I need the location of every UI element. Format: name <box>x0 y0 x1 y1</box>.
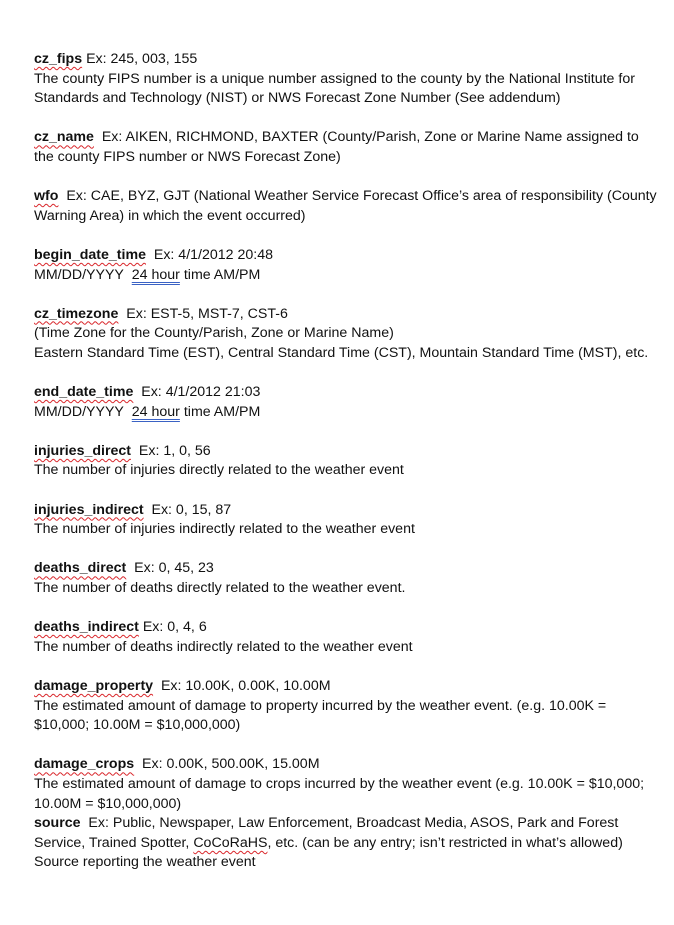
field-format <box>34 403 659 423</box>
entry-deaths-indirect <box>34 618 659 657</box>
field-example: Ex: 4/1/2012 20:48 <box>153 246 273 263</box>
format-time: time AM/PM <box>183 266 261 283</box>
entry-damage-crops <box>34 755 659 814</box>
field-example: Ex: 0, 15, 87 <box>151 501 232 518</box>
format-date: MM/DD/YYYY <box>34 403 124 420</box>
field-name: deaths_indirect <box>34 619 139 636</box>
field-name: wfo <box>34 188 59 205</box>
field-example-cocorahs: CoCoRaHS <box>193 834 268 851</box>
field-description: The number of deaths indirectly related to the weather event <box>34 638 413 655</box>
field-name: cz_fips <box>34 51 83 67</box>
field-example: Ex: 245, 003, 155 <box>86 51 198 67</box>
entry-begin-date-time <box>34 246 659 285</box>
field-example: Ex: 0, 45, 23 <box>134 560 214 577</box>
field-example: Ex: 4/1/2012 21:03 <box>141 384 261 401</box>
entry-wfo <box>34 187 659 226</box>
entry-cz-name <box>34 128 659 167</box>
field-description: (Time Zone for the County/Parish, Zone or Marine Name) <box>34 325 394 342</box>
entry-damage-property <box>34 677 659 736</box>
field-description: The number of injuries directly related to the weather event <box>34 462 404 479</box>
field-example: Ex: Public, Newspaper, Law Enforcement, Broadcast Media, ASOS, Park and Forest Service, Trained Spotter, <box>34 815 619 851</box>
entry-source <box>34 814 659 873</box>
field-example-rest: , etc. (can be any entry; isn’t restricted in what’s allowed) <box>267 834 623 851</box>
entry-deaths-direct <box>34 559 659 598</box>
field-name: injuries_indirect <box>34 501 144 518</box>
field-example: Ex: 10.00K, 0.00K, 10.00M <box>160 678 331 694</box>
entry-end-date-time <box>34 383 659 422</box>
field-example: Ex: 1, 0, 56 <box>138 442 211 459</box>
field-name: cz_timezone <box>34 305 119 322</box>
field-name: source <box>34 815 81 832</box>
format-hour: 24 hour <box>131 403 180 420</box>
field-name: deaths_direct <box>34 560 127 577</box>
entry-injuries-direct <box>34 442 659 481</box>
field-example: Ex: CAE, BYZ, GJT (National Weather Service Forecast Office’s area of responsibility (County Warning Area) in which the event occurred) <box>34 188 657 224</box>
field-format <box>34 266 659 286</box>
field-description: The estimated amount of damage to property incurred by the weather event. (e.g. 10.00K = $10,000; 10.00M = $10,000,000) <box>34 697 607 734</box>
field-name: damage_crops <box>34 756 135 773</box>
field-description: Source reporting the weather event <box>34 854 256 871</box>
field-name: cz_name <box>34 129 94 146</box>
field-description: The number of deaths directly related to the weather event. <box>34 580 406 597</box>
field-name: injuries_direct <box>34 442 131 459</box>
field-example: Ex: AIKEN, RICHMOND, BAXTER (County/Parish, Zone or Marine Name assigned to the county FIPS number or NWS Forecast Zone) <box>34 129 639 165</box>
field-name: damage_property <box>34 678 154 694</box>
entry-injuries-indirect <box>34 501 659 540</box>
format-hour: 24 hour <box>131 266 180 283</box>
field-example: Ex: 0, 4, 6 <box>142 619 207 636</box>
format-time: time AM/PM <box>183 403 261 420</box>
field-example: Ex: 0.00K, 500.00K, 15.00M <box>142 756 320 773</box>
entry-cz-timezone <box>34 305 659 364</box>
format-date: MM/DD/YYYY <box>34 266 124 283</box>
field-description: The county FIPS number is a unique number assigned to the county by the National Institute for Standards and Technology (NIST) or NWS Forecast Zone Number (See addendum) <box>34 70 635 107</box>
field-name: end_date_time <box>34 384 134 401</box>
field-example: Ex: EST-5, MST-7, CST-6 <box>126 305 288 322</box>
field-description: The estimated amount of damage to crops incurred by the weather event (e.g. 10.00K = $10,000; 10.00M = $10,000,000) <box>34 775 645 812</box>
field-description: The number of injuries indirectly related to the weather event <box>34 521 415 538</box>
field-description-2: Eastern Standard Time (EST), Central Standard Time (CST), Mountain Standard Time (MST), etc. <box>34 344 649 361</box>
document-body <box>34 50 659 873</box>
entry-cz-fips <box>34 50 659 109</box>
field-name: begin_date_time <box>34 246 146 263</box>
